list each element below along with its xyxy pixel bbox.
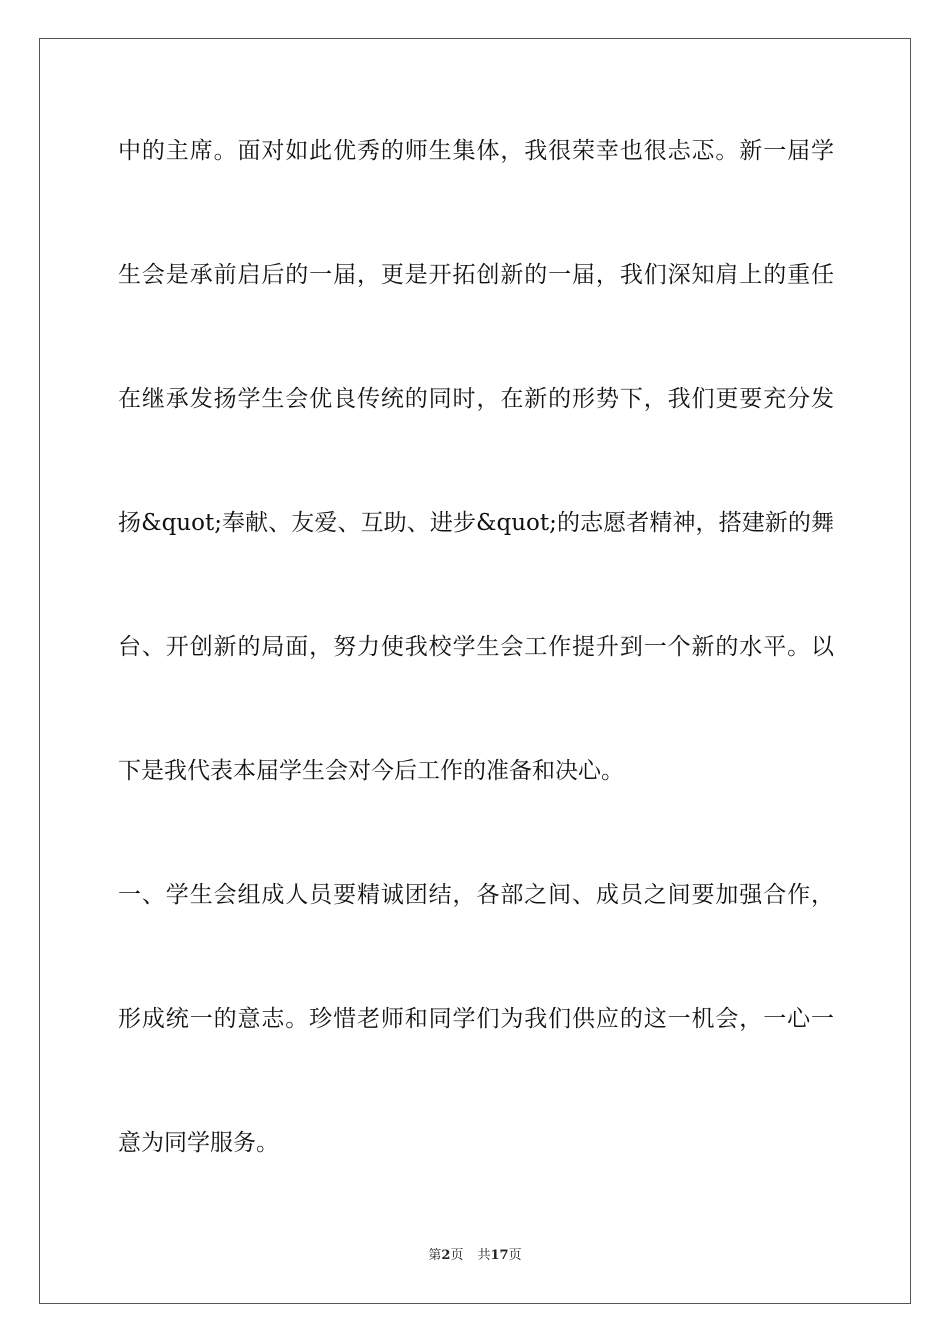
- body-line-1: 中的主席。面对如此优秀的师生集体，我很荣幸也很忐忑。新一届学: [118, 138, 834, 164]
- body-line-8: 形成统一的意志。珍惜老师和同学们为我们供应的这一机会，一心一: [118, 1006, 834, 1032]
- body-line-5: 台、开创新的局面，努力使我校学生会工作提升到一个新的水平。以: [118, 634, 834, 660]
- body-line-3: 在继承发扬学生会优良传统的同时，在新的形势下，我们更要充分发: [118, 386, 834, 412]
- body-line-4: 扬&quot;奉献、友爱、互助、进步&quot;的志愿者精神，搭建新的舞: [118, 510, 834, 536]
- body-line-9: 意为同学服务。: [118, 1130, 279, 1156]
- page-footer: [0, 1247, 950, 1265]
- body-line-2: 生会是承前启后的一届，更是开拓创新的一届，我们深知肩上的重任: [118, 262, 834, 288]
- page-suffix: 页: [450, 1248, 464, 1263]
- page-number: 2: [441, 1248, 451, 1263]
- total-prefix: 共: [477, 1248, 491, 1263]
- body-line-6: 下是我代表本届学生会对今后工作的准备和决心。: [118, 758, 624, 784]
- total-suffix: 页: [508, 1248, 522, 1263]
- body-line-7: 一、学生会组成人员要精诚团结，各部之间、成员之间要加强合作，: [118, 882, 834, 908]
- total-pages: 17: [490, 1248, 509, 1263]
- page-prefix: 第: [428, 1248, 442, 1263]
- page-border: [39, 38, 911, 1304]
